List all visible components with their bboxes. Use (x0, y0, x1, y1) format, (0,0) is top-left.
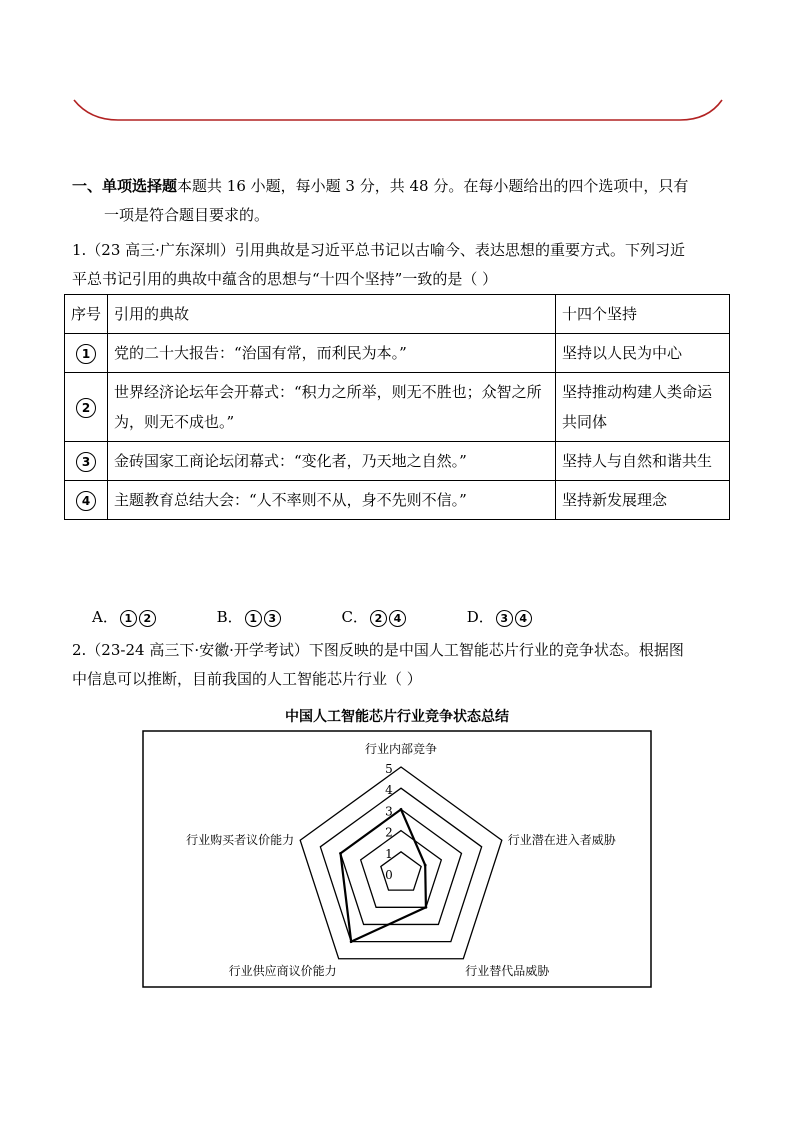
option-c[interactable] (341, 608, 405, 626)
option-b[interactable] (217, 608, 281, 626)
radar-chart (142, 730, 652, 988)
data-point (425, 906, 428, 909)
axis-label: 行业内部竞争 (364, 742, 438, 756)
q1-stem-line2: 平总书记引用的典故中蕴含的思想与“十四个坚持”一致的是（ ） (72, 270, 498, 288)
option-a[interactable] (92, 608, 156, 626)
scale-label: 0 (385, 868, 393, 882)
option-number: 1 (245, 610, 262, 627)
header-seq: 序号 (65, 295, 108, 334)
row-principle: 坚持新发展理念 (556, 481, 730, 520)
chart-title: 中国人工智能芯片行业竞争状态总结 (285, 709, 509, 725)
table-row (65, 481, 730, 520)
question-1-stem (72, 236, 732, 294)
data-point (339, 852, 342, 855)
data-point (400, 808, 403, 811)
data-point (424, 864, 427, 867)
axis-label: 行业潜在进入者威胁 (507, 833, 616, 848)
option-letter: C． (341, 608, 368, 626)
section-desc-line1: 本题共 16 小题，每小题 3 分，共 48 分。在每小题给出的四个选项中，只有 (177, 177, 689, 195)
axis-label: 行业供应商议价能力 (228, 963, 337, 978)
row-principle: 坚持推动构建人类命运共同体 (556, 373, 730, 442)
scale-label: 3 (385, 804, 393, 819)
option-letter: D． (466, 608, 494, 626)
option-number: 4 (515, 610, 532, 627)
q1-table-header (65, 295, 730, 334)
axis-label: 行业购买者议价能力 (186, 833, 295, 848)
grid-ring-5 (300, 767, 502, 959)
row-principle: 坚持以人民为中心 (556, 334, 730, 373)
section-heading (72, 172, 732, 230)
data-point (350, 940, 353, 943)
row-number: 1 (76, 344, 96, 364)
table-row (65, 373, 730, 442)
scale-label: 2 (385, 825, 393, 840)
header-quote: 引用的典故 (108, 295, 556, 334)
scale-label: 4 (385, 783, 393, 798)
option-number: 1 (120, 610, 137, 627)
row-quote: 世界经济论坛年会开幕式：“积力之所举，则无不胜也；众智之所为，则无不成也。” (108, 373, 556, 442)
grid-ring-2 (361, 831, 442, 908)
option-letter: B． (216, 608, 243, 626)
row-quote: 党的二十大报告：“治国有常，而利民为本。” (108, 334, 556, 373)
option-d[interactable] (467, 608, 532, 626)
question-2-stem (72, 636, 732, 694)
q1-options (92, 603, 588, 631)
row-quote: 金砖国家工商论坛闭幕式：“变化者，乃天地之自然。” (108, 442, 556, 481)
q1-table (64, 294, 730, 520)
section-title: 一、单项选择题 (72, 177, 178, 195)
table-row (65, 442, 730, 481)
q2-stem-line1: 2.（23-24 高三下·安徽·开学考试）下图反映的是中国人工智能芯片行业的竞争状态。根据图 (72, 641, 684, 659)
section-desc-line2: 一项是符合题目要求的。 (104, 206, 270, 224)
q1-stem-line1: 1.（23 高三·广东深圳）引用典故是习近平总书记以古喻今、表达思想的重要方式。下列习近 (72, 241, 685, 259)
header-decoration (0, 0, 794, 130)
option-letter: A． (92, 608, 118, 626)
row-number: 4 (76, 491, 96, 511)
row-number: 2 (76, 398, 96, 418)
header-principle: 十四个坚持 (556, 295, 730, 334)
option-number: 3 (264, 610, 281, 627)
option-number: 3 (496, 610, 513, 627)
option-number: 2 (370, 610, 387, 627)
option-number: 4 (389, 610, 406, 627)
row-number: 3 (76, 452, 96, 472)
option-number: 2 (139, 610, 156, 627)
row-quote: 主题教育总结大会：“人不率则不从，身不先则不信。” (108, 481, 556, 520)
q2-stem-line2: 中信息可以推断，目前我国的人工智能芯片行业（ ） (72, 670, 422, 688)
row-principle: 坚持人与自然和谐共生 (556, 442, 730, 481)
scale-label: 5 (385, 762, 393, 776)
scale-label: 1 (385, 846, 393, 861)
table-row (65, 334, 730, 373)
axis-label: 行业替代品威胁 (465, 963, 550, 978)
